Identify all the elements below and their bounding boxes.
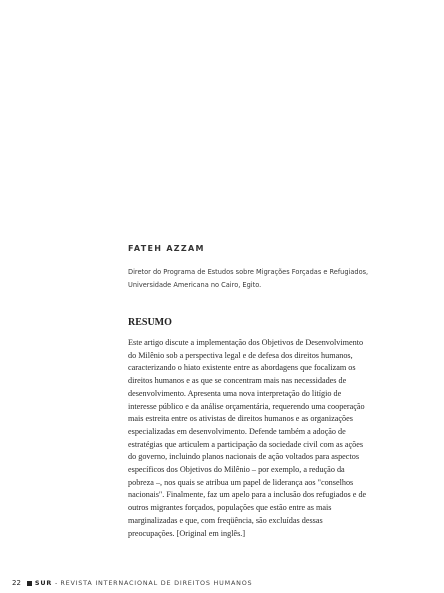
- abstract-line: específicos dos Objetivos do Milênio – por exemplo, a redução da: [128, 465, 345, 475]
- abstract-line: caracterizando o hiato existente entre as abordagens que focalizam os: [128, 363, 356, 373]
- journal-abbreviation: SUR: [34, 579, 53, 587]
- abstract-line: desenvolvimento. Apresenta uma nova interpretação do litígio de: [128, 388, 342, 398]
- abstract-body: [128, 337, 408, 540]
- journal-separator: -: [55, 579, 58, 587]
- page-footer: [12, 579, 252, 587]
- abstract-line: mais estreita entre os ativistas de direitos humanos e as organizações: [128, 414, 353, 424]
- abstract-line: do governo, incluindo planos nacionais de ação voltados para aspectos: [128, 452, 360, 462]
- abstract-line: especializadas em desenvolvimento. Defende também a adoção de: [128, 426, 346, 436]
- abstract-line: do Milênio sob a perspectiva legal e de defesa dos direitos humanos,: [128, 350, 353, 360]
- author-name: FATEH AZZAM: [128, 244, 205, 253]
- abstract-line: direitos humanos e as que se concentram mais nas necessidades de: [128, 376, 347, 386]
- abstract-heading: RESUMO: [128, 317, 172, 328]
- abstract-line: pobreza –, nos quais se atribua um papel de liderança aos "conselhos: [128, 477, 354, 487]
- abstract-line: marginalizadas e que, com freqüência, são excluídas dessas: [128, 515, 323, 525]
- page-number: 22: [12, 579, 21, 587]
- affiliation-line: Diretor do Programa de Estudos sobre Migrações Forçadas e Refugiados,: [128, 268, 369, 276]
- abstract-line: Este artigo discute a implementação dos Objetivos de Desenvolvimento: [128, 338, 364, 347]
- abstract-line: preocupações. [Original em inglês.]: [128, 528, 246, 538]
- abstract-line: nacionais". Finalmente, faz um apelo para a inclusão dos refugiados e de: [128, 490, 367, 500]
- square-bullet-icon: [27, 581, 32, 586]
- abstract-line: interesse público e da análise orçamentária, requerendo uma cooperação: [128, 401, 365, 411]
- journal-name: REVISTA INTERNACIONAL DE DIREITOS HUMANOS: [60, 579, 253, 587]
- affiliation-line: Universidade Americana no Cairo, Egito.: [128, 281, 262, 290]
- abstract-line: outros migrantes forçados, populações que estão entre as mais: [128, 503, 332, 513]
- author-affiliation: [128, 266, 408, 293]
- abstract-line: estratégias que articulem a participação da sociedade civil com as ações: [128, 439, 364, 449]
